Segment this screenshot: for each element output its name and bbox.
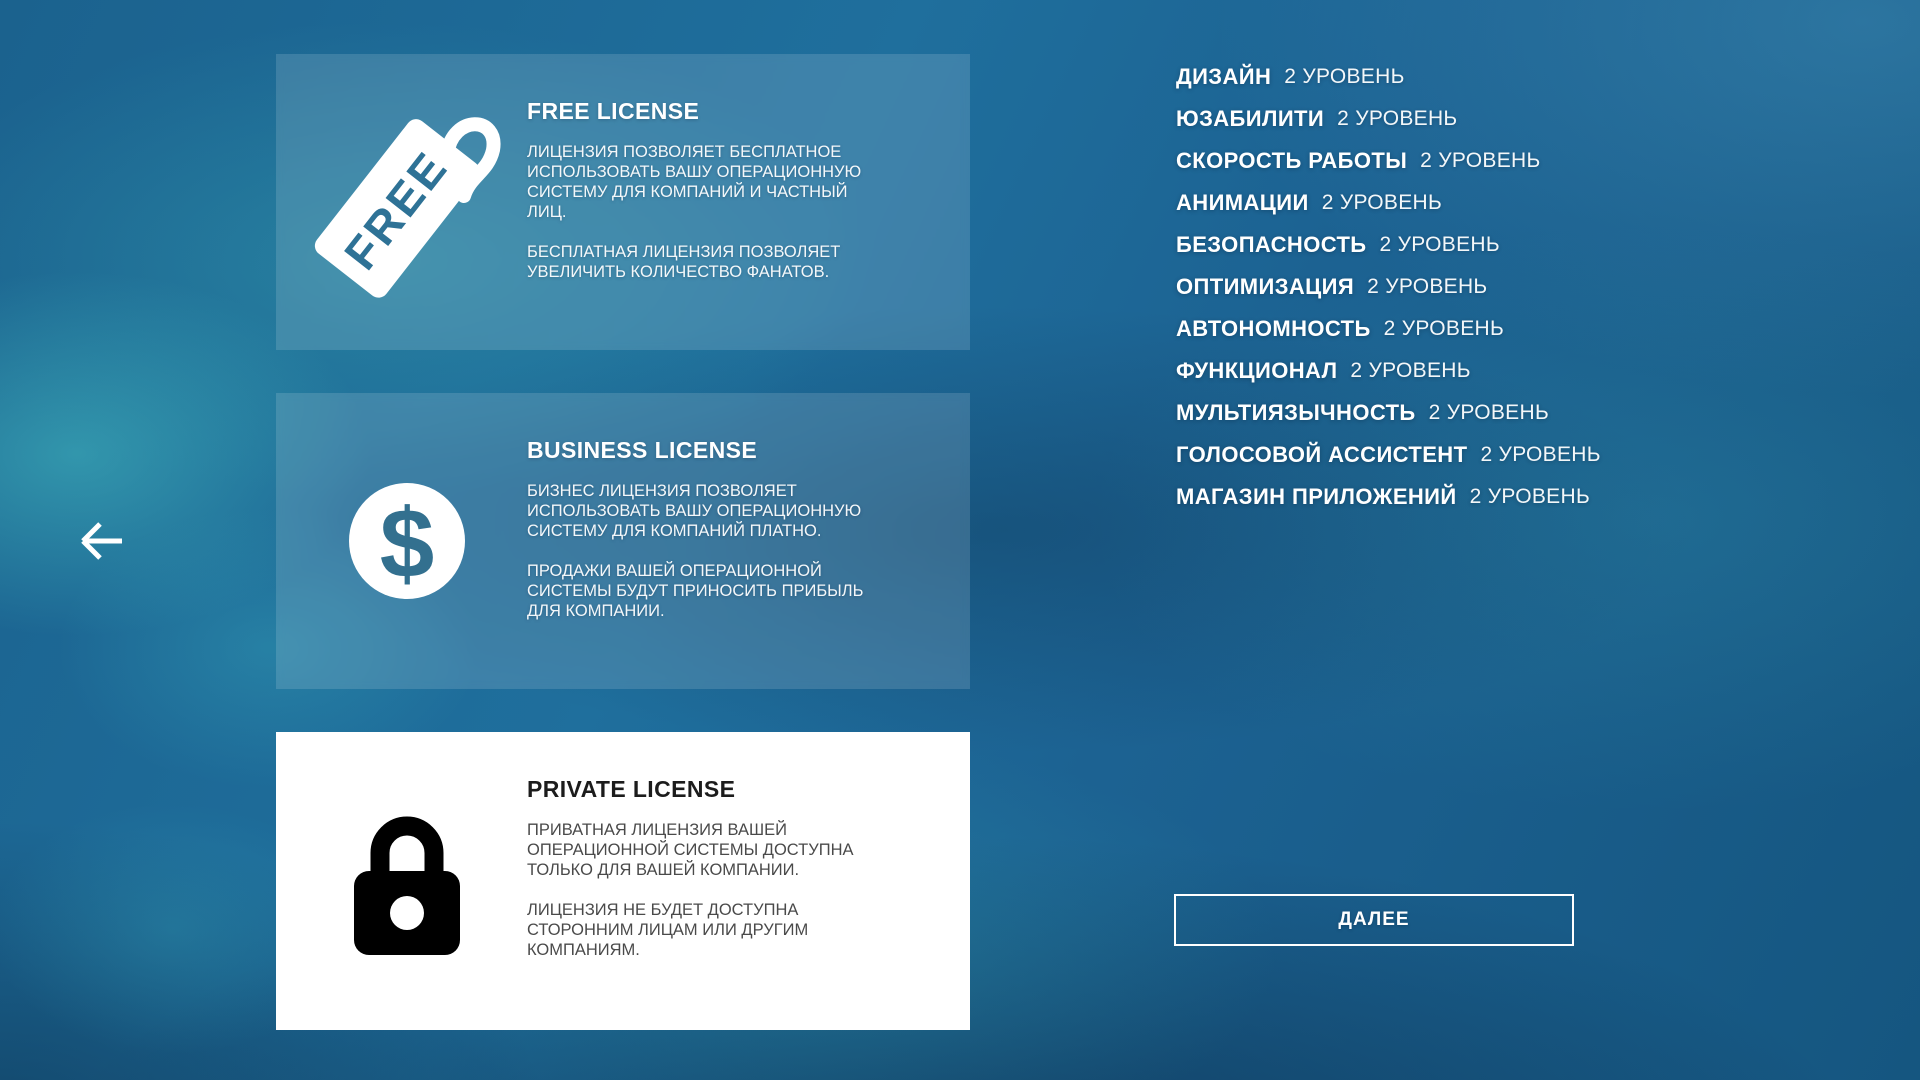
lock-icon [276, 732, 538, 1030]
card-paragraph: ПРИВАТНАЯ ЛИЦЕНЗИЯ ВАШЕЙ ОПЕРАЦИОННОЙ СИСТЕМЫ ДОСТУПНА ТОЛЬКО ДЛЯ ВАШЕЙ КОМПАНИИ. [527, 821, 854, 879]
os-stats-list [1176, 56, 1601, 518]
next-button-label: ДАЛЕЕ [1338, 909, 1410, 930]
stat-row-functionality [1176, 350, 1601, 392]
left-arrow-icon [74, 514, 128, 568]
card-paragraph: БЕСПЛАТНАЯ ЛИЦЕНЗИЯ ПОЗВОЛЯЕТ УВЕЛИЧИТЬ КОЛИЧЕСТВО ФАНАТОВ. [527, 243, 841, 281]
license-card-private[interactable] [276, 732, 970, 1030]
stat-row-design [1176, 56, 1601, 98]
card-paragraph: ЛИЦЕНЗИЯ ПОЗВОЛЯЕТ БЕСПЛАТНОЕ ИСПОЛЬЗОВАТЬ ВАШУ ОПЕРАЦИОННУЮ СИСТЕМУ ДЛЯ КОМПАНИЙ И ЧАСТНЫЙ ЛИЦ. [527, 143, 862, 221]
stat-name: АНИМАЦИИ [1176, 190, 1309, 215]
stat-row-autonomy [1176, 308, 1601, 350]
stat-level: 2 УРОВЕНЬ [1284, 65, 1405, 88]
stat-level: 2 УРОВЕНЬ [1321, 191, 1443, 214]
free-tag-text: FREE [334, 140, 458, 280]
stat-name: АВТОНОМНОСТЬ [1176, 316, 1371, 341]
stat-level: 2 УРОВЕНЬ [1469, 485, 1591, 508]
next-button[interactable] [1174, 894, 1574, 946]
stat-name: ОПТИМИЗАЦИЯ [1176, 274, 1355, 299]
card-title-business: BUSINESS LICENSE [527, 437, 758, 463]
stat-name: МАГАЗИН ПРИЛОЖЕНИЙ [1176, 484, 1457, 509]
stat-row-voice-assistant [1176, 434, 1601, 476]
free-tag-icon [276, 54, 538, 350]
stat-level: 2 УРОВЕНЬ [1480, 443, 1601, 466]
card-title-free: FREE LICENSE [527, 98, 700, 124]
stat-row-usability [1176, 98, 1601, 140]
stat-level: 2 УРОВЕНЬ [1350, 359, 1471, 382]
stat-name: ЮЗАБИЛИТИ [1176, 106, 1325, 131]
stat-name: ДИЗАЙН [1176, 64, 1272, 89]
stat-row-multilanguage [1176, 392, 1601, 434]
stat-level: 2 УРОВЕНЬ [1337, 107, 1458, 130]
dollar-icon [276, 393, 538, 689]
stat-row-security [1176, 224, 1601, 266]
stat-level: 2 УРОВЕНЬ [1428, 401, 1550, 424]
card-paragraph: ПРОДАЖИ ВАШЕЙ ОПЕРАЦИОННОЙ СИСТЕМЫ БУДУТ ПРИНОСИТЬ ПРИБЫЛЬ ДЛЯ КОМПАНИИ. [527, 562, 864, 620]
stat-name: БЕЗОПАСНОСТЬ [1176, 232, 1367, 257]
stat-row-animations [1176, 182, 1601, 224]
card-title-private: PRIVATE LICENSE [527, 776, 736, 802]
stat-level: 2 УРОВЕНЬ [1379, 233, 1500, 256]
stat-name: ФУНКЦИОНАЛ [1176, 358, 1338, 383]
stat-name: МУЛЬТИЯЗЫЧНОСТЬ [1176, 400, 1416, 425]
stat-name: ГОЛОСОВОЙ АССИСТЕНТ [1176, 442, 1468, 467]
stat-level: 2 УРОВЕНЬ [1367, 275, 1488, 298]
license-card-free[interactable] [276, 54, 970, 350]
license-card-business[interactable] [276, 393, 970, 689]
stat-row-speed [1176, 140, 1601, 182]
dollar-text: $ [379, 488, 435, 598]
back-button[interactable] [74, 514, 128, 568]
stat-level: 2 УРОВЕНЬ [1420, 149, 1541, 172]
stat-level: 2 УРОВЕНЬ [1383, 317, 1505, 340]
stat-row-app-store [1176, 476, 1601, 518]
card-paragraph: ЛИЦЕНЗИЯ НЕ БУДЕТ ДОСТУПНА СТОРОННИМ ЛИЦАМ ИЛИ ДРУГИМ КОМПАНИЯМ. [527, 901, 809, 959]
stat-row-optimization [1176, 266, 1601, 308]
card-paragraph: БИЗНЕС ЛИЦЕНЗИЯ ПОЗВОЛЯЕТ ИСПОЛЬЗОВАТЬ ВАШУ ОПЕРАЦИОННУЮ СИСТЕМУ ДЛЯ КОМПАНИЙ ПЛАТНО. [527, 482, 862, 540]
stat-name: СКОРОСТЬ РАБОТЫ [1176, 148, 1408, 173]
